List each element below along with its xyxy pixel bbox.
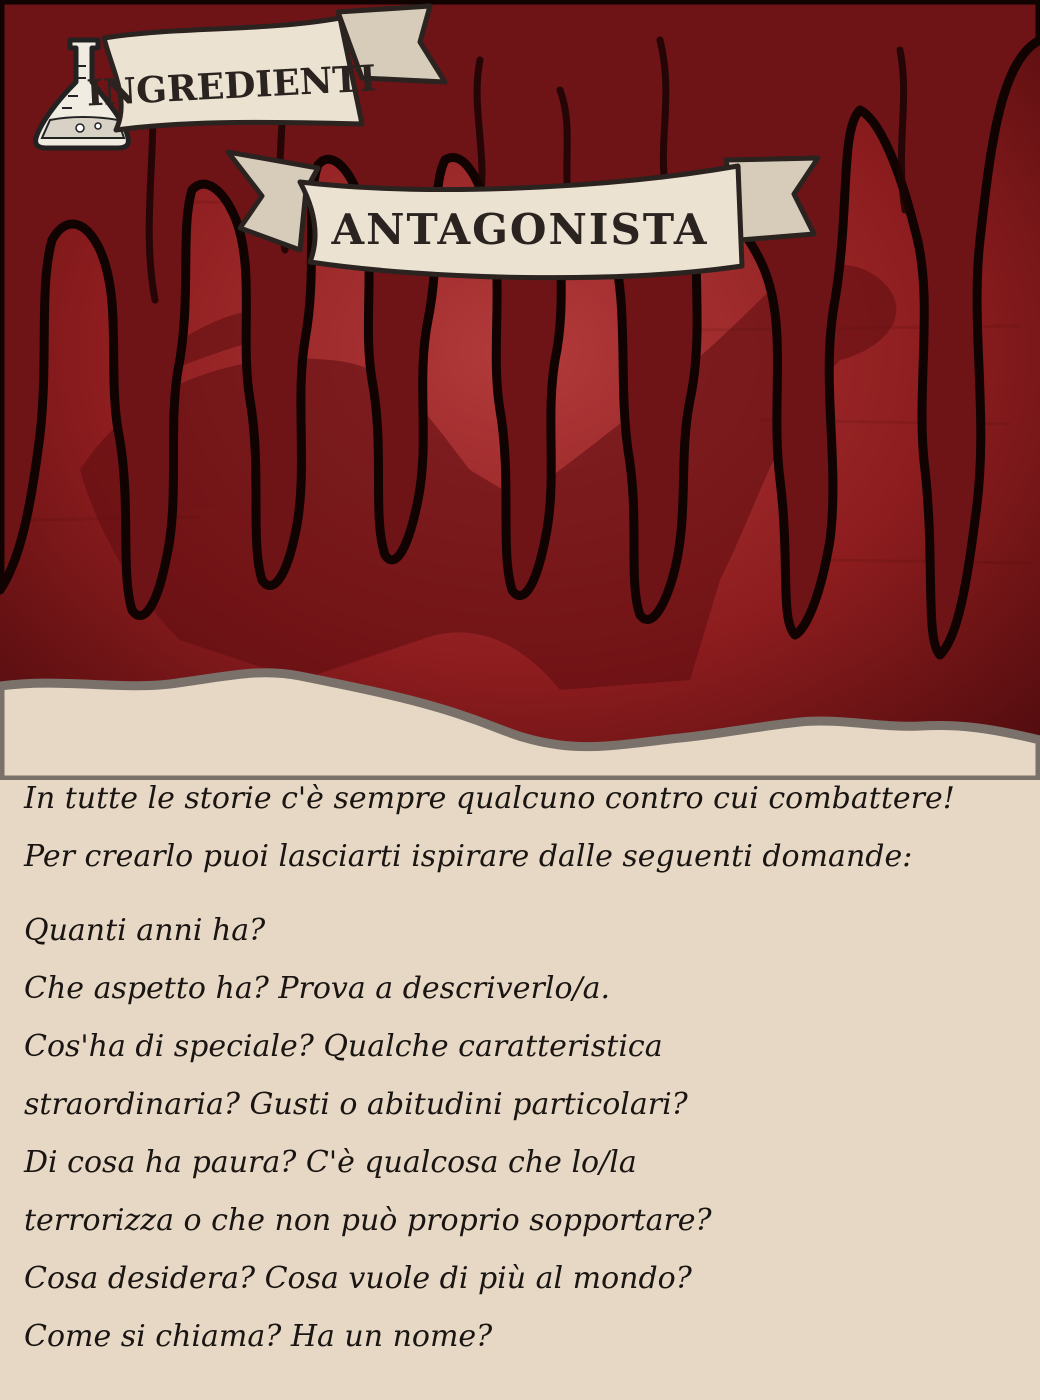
question-line: straordinaria? Gusti o abitudini particolari?: [24, 1087, 688, 1122]
question-line: Come si chiama? Ha un nome?: [24, 1319, 493, 1354]
questions-list: [24, 902, 1014, 1366]
question-line: terrorizza o che non può proprio sopportare?: [24, 1203, 712, 1238]
question-line: Cosa desidera? Cosa vuole di più al mondo?: [24, 1261, 692, 1296]
title-banner-text: ANTAGONISTA: [331, 205, 709, 254]
question-line: Di cosa ha paura? C'è qualcosa che lo/la: [24, 1145, 637, 1180]
intro-line-1: In tutte le storie c'è sempre qualcuno contro cui combattere!: [24, 781, 955, 816]
card-text: [24, 770, 1014, 1366]
question-line: Che aspetto ha? Prova a descriverlo/a.: [24, 971, 611, 1006]
question-line: Quanti anni ha?: [24, 913, 266, 948]
category-banner-text: INGREDIENTI: [85, 57, 378, 115]
intro-line-2: Per crearlo puoi lasciarti ispirare dalle seguenti domande:: [24, 839, 913, 874]
question-line: Cos'ha di speciale? Qualche caratteristica: [24, 1029, 663, 1064]
